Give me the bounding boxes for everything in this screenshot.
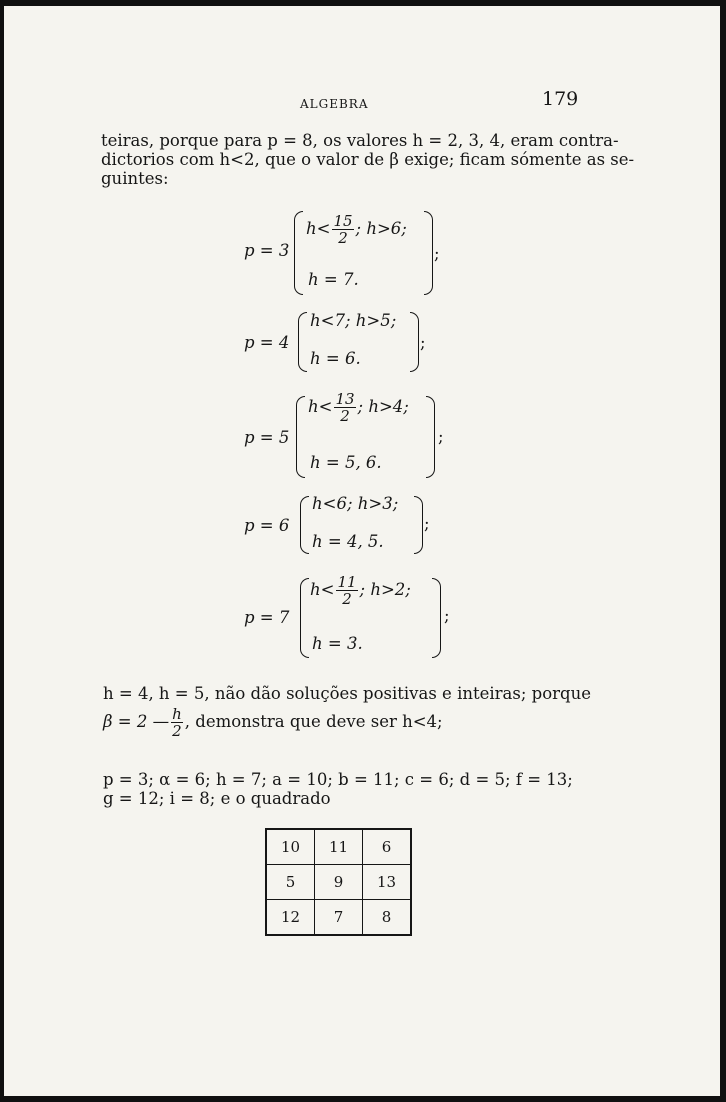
fraction (171, 706, 183, 739)
system-end: ; (438, 427, 444, 446)
row-post: ; h>2; (359, 580, 411, 599)
fraction-denominator: 2 (172, 722, 182, 740)
left-brace (294, 211, 303, 295)
table-cell: 10 (266, 829, 315, 865)
fraction-numerator: 11 (337, 573, 357, 591)
system-label: p = 4 (244, 333, 290, 352)
fraction-numerator: 15 (333, 212, 353, 230)
left-brace (300, 496, 309, 554)
system-row-1 (310, 574, 411, 607)
system-row-1 (308, 391, 409, 424)
fraction-denominator: 2 (340, 407, 350, 425)
fraction-numerator: 13 (335, 390, 355, 408)
system-row-2: h = 6. (310, 349, 361, 368)
row-post: ; h>6; (355, 219, 407, 238)
row-post: ; h>4; (357, 397, 409, 416)
table-cell: 11 (315, 829, 363, 865)
system-row-2: h = 7. (308, 270, 359, 289)
table-cell: 5 (266, 865, 315, 900)
beta-expression-rest: , demonstra que deve ser h<4; (184, 712, 443, 731)
right-brace (414, 496, 423, 554)
left-brace (296, 396, 305, 478)
right-brace (410, 312, 419, 372)
system-row-2: h = 3. (312, 634, 363, 653)
intro-line-3: guintes: (101, 169, 169, 188)
conclusion-line-3: p = 3; α = 6; h = 7; a = 10; b = 11; c = 6; d = 5; f = 13; (103, 770, 573, 789)
conclusion-line-4: g = 12; i = 8; e o quadrado (103, 789, 331, 808)
fraction-denominator: 2 (342, 590, 352, 608)
system-end: ; (424, 514, 430, 533)
table-row (266, 900, 411, 936)
table-cell: 12 (266, 900, 315, 936)
left-brace (300, 578, 309, 658)
system-row-1 (306, 213, 407, 246)
system-label: p = 6 (244, 516, 290, 535)
intro-line-2: dictorios com h<2, que o valor de β exige; ficam sómente as se- (101, 150, 635, 169)
conclusion-line-2 (103, 706, 443, 739)
right-brace (426, 396, 435, 478)
fraction-denominator: 2 (338, 229, 348, 247)
fraction-numerator: h (172, 705, 182, 723)
left-brace (298, 312, 307, 372)
right-brace (432, 578, 441, 658)
fraction (332, 213, 353, 246)
right-brace (424, 211, 433, 295)
row-pre: h< (306, 219, 331, 238)
fraction (336, 574, 357, 607)
system-row-2: h = 4, 5. (312, 532, 384, 551)
system-row-1: h<6; h>3; (312, 494, 399, 513)
table-cell: 13 (363, 865, 412, 900)
running-head: ALGEBRA (300, 97, 369, 111)
beta-expression-lhs: β = 2 — (103, 712, 170, 731)
conclusion-line-1: h = 4, h = 5, não dão soluções positivas e inteiras; porque (103, 684, 591, 703)
table-cell: 8 (363, 900, 412, 936)
system-label: p = 3 (244, 241, 290, 260)
system-row-2: h = 5, 6. (310, 453, 382, 472)
system-end: ; (444, 606, 450, 625)
system-end: ; (420, 333, 426, 352)
table-row (266, 865, 411, 900)
table-row (266, 829, 411, 865)
table-cell: 7 (315, 900, 363, 936)
table-cell: 6 (363, 829, 412, 865)
page-number: 179 (542, 88, 579, 110)
book-page (4, 6, 720, 1096)
row-pre: h< (308, 397, 333, 416)
table-cell: 9 (315, 865, 363, 900)
row-pre: h< (310, 580, 335, 599)
intro-line-1: teiras, porque para p = 8, os valores h = 2, 3, 4, eram contra- (101, 131, 619, 150)
magic-square (265, 828, 412, 936)
system-label: p = 5 (244, 428, 290, 447)
system-label: p = 7 (244, 608, 290, 627)
system-row-1: h<7; h>5; (310, 311, 397, 330)
system-end: ; (434, 244, 440, 263)
fraction (334, 391, 355, 424)
